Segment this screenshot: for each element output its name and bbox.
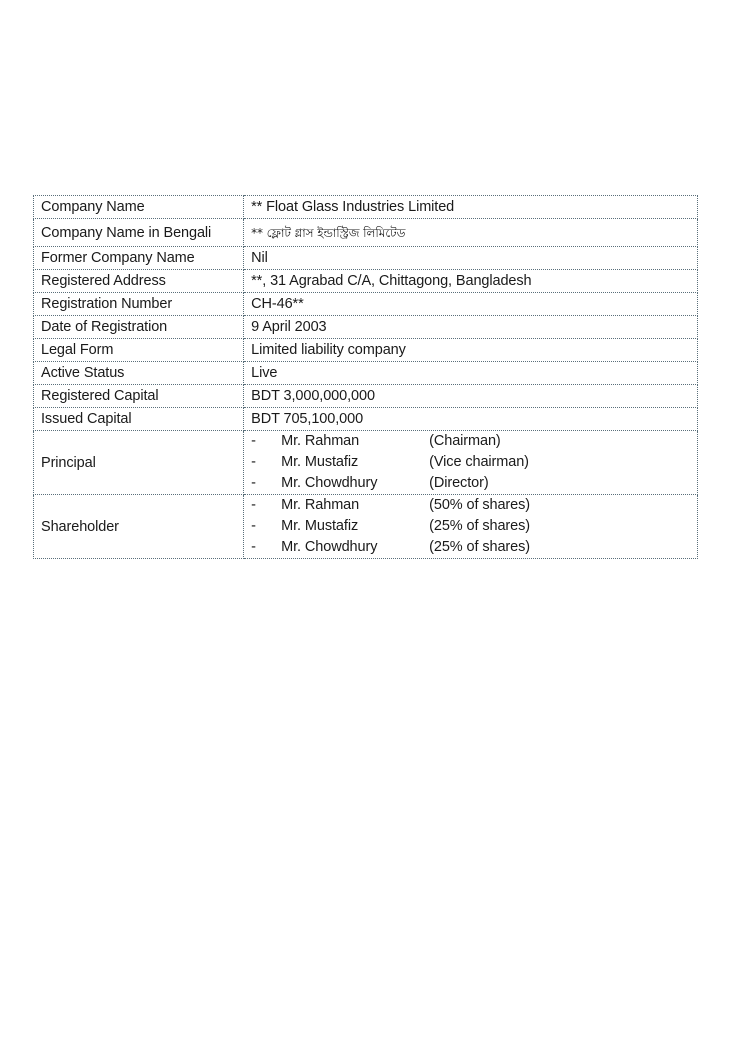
row-value: **, 31 Agrabad C/A, Chittagong, Bangladesh [244, 270, 698, 293]
row-value-bengali: ** ফ্লোট গ্লাস ইন্ডাস্ট্রিজ লিমিটেড [244, 219, 698, 247]
bullet-dash: - [251, 433, 256, 449]
row-label: Company Name [34, 196, 244, 219]
table-row [34, 219, 698, 247]
principal-list-cell [244, 431, 698, 495]
row-label: Issued Capital [34, 408, 244, 431]
table-row [34, 362, 698, 385]
person-role: (Director) [429, 475, 489, 491]
list-item [251, 537, 690, 558]
row-value: Live [244, 362, 698, 385]
person-name: Mr. Chowdhury [281, 539, 378, 555]
person-role: (Vice chairman) [429, 454, 529, 470]
bullet-dash: - [251, 475, 256, 491]
principal-label: Principal [34, 431, 244, 495]
table-row [34, 247, 698, 270]
table-row [34, 270, 698, 293]
person-role: (Chairman) [429, 433, 501, 449]
bullet-dash: - [251, 518, 256, 534]
row-label: Date of Registration [34, 316, 244, 339]
table-row [34, 316, 698, 339]
principal-row [34, 431, 698, 495]
company-info-table [33, 195, 698, 559]
bullet-dash: - [251, 539, 256, 555]
share-percentage: (25% of shares) [429, 539, 530, 555]
row-label: Registered Capital [34, 385, 244, 408]
row-value: Limited liability company [244, 339, 698, 362]
person-name: Mr. Rahman [281, 433, 360, 449]
person-name: Mr. Rahman [281, 497, 360, 513]
table-row [34, 339, 698, 362]
row-value: Nil [244, 247, 698, 270]
person-name: Mr. Mustafiz [281, 454, 359, 470]
share-percentage: (25% of shares) [429, 518, 530, 534]
shareholder-row [34, 495, 698, 559]
list-item [251, 431, 690, 452]
row-value: ** Float Glass Industries Limited [244, 196, 698, 219]
row-label: Company Name in Bengali [34, 219, 244, 247]
list-item [251, 452, 690, 473]
table-row [34, 385, 698, 408]
row-label: Registered Address [34, 270, 244, 293]
row-value: BDT 3,000,000,000 [244, 385, 698, 408]
bullet-dash: - [251, 497, 256, 513]
row-value: 9 April 2003 [244, 316, 698, 339]
shareholder-list-cell [244, 495, 698, 559]
row-value: CH-46** [244, 293, 698, 316]
table-row [34, 293, 698, 316]
list-item [251, 495, 690, 516]
principal-list [251, 431, 690, 494]
list-item [251, 473, 690, 494]
table-row [34, 196, 698, 219]
table-row [34, 408, 698, 431]
person-name: Mr. Mustafiz [281, 518, 359, 534]
row-value: BDT 705,100,000 [244, 408, 698, 431]
row-label: Active Status [34, 362, 244, 385]
shareholder-label: Shareholder [34, 495, 244, 559]
bullet-dash: - [251, 454, 256, 470]
row-label: Registration Number [34, 293, 244, 316]
row-label: Former Company Name [34, 247, 244, 270]
row-label: Legal Form [34, 339, 244, 362]
shareholder-list [251, 495, 690, 558]
person-name: Mr. Chowdhury [281, 475, 378, 491]
list-item [251, 516, 690, 537]
share-percentage: (50% of shares) [429, 497, 530, 513]
